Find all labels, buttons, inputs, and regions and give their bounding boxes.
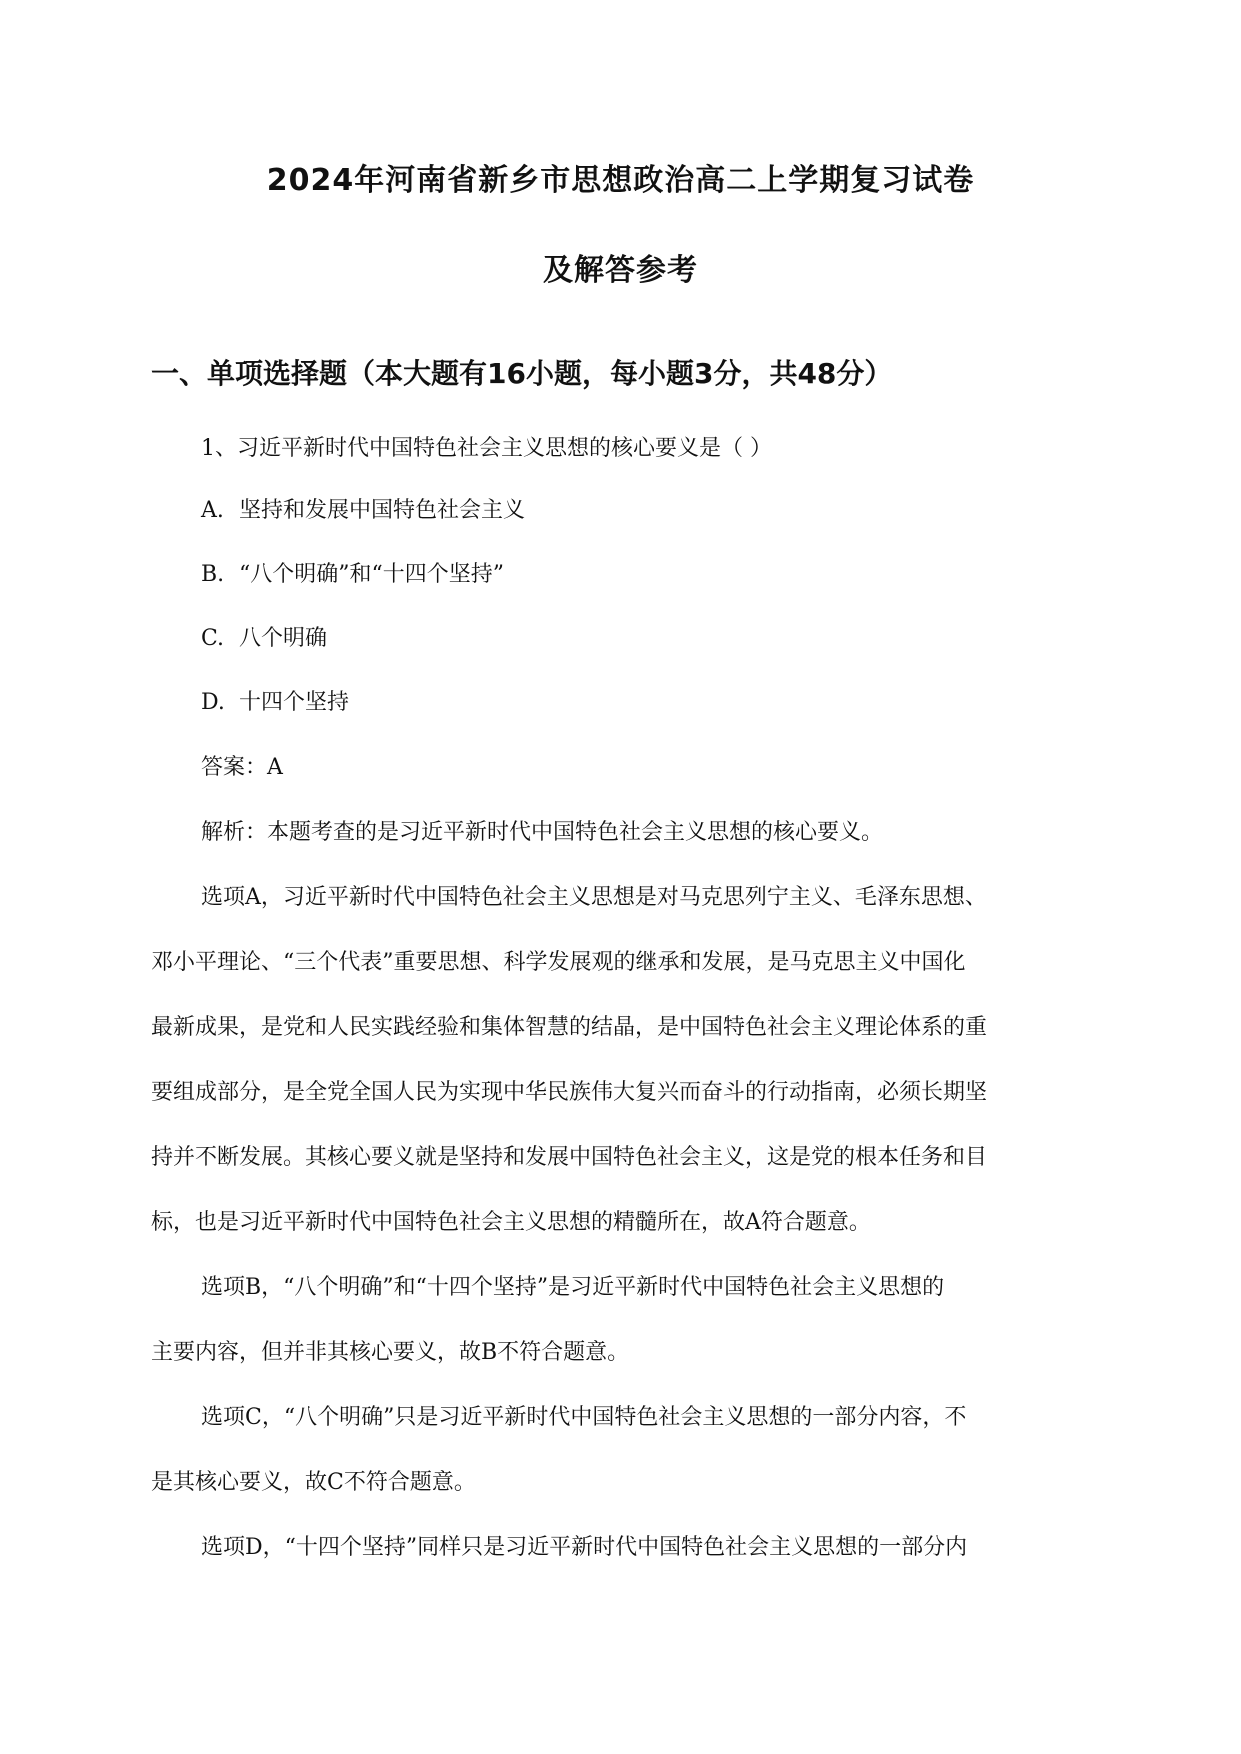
option-text: 十四个坚持	[239, 690, 350, 715]
analysis-line: 选项B，“八个明确”和“十四个坚持”是习近平新时代中国特色社会主义思想的	[201, 1275, 945, 1300]
option-c	[201, 624, 327, 654]
analysis-line: 选项A，习近平新时代中国特色社会主义思想是对马克思列宁主义、毛泽东思想、	[201, 885, 987, 910]
option-letter: D.	[201, 690, 225, 715]
option-b	[201, 560, 504, 590]
analysis-line: 选项C，“八个明确”只是习近平新时代中国特色社会主义思想的一部分内容，不	[201, 1405, 967, 1430]
analysis-line: 标，也是习近平新时代中国特色社会主义思想的精髓所在，故A符合题意。	[151, 1210, 871, 1235]
option-text: 八个明确	[239, 626, 328, 651]
option-letter: A.	[201, 498, 224, 523]
analysis-line: 主要内容，但并非其核心要义，故B不符合题意。	[151, 1340, 630, 1365]
analysis-line: 持并不断发展。其核心要义就是坚持和发展中国特色社会主义，这是党的根本任务和目	[151, 1145, 988, 1170]
document-subtitle: 及解答参考	[543, 253, 698, 288]
analysis-line: 邓小平理论、“三个代表”重要思想、科学发展观的继承和发展，是马克思主义中国化	[151, 950, 966, 975]
document-title: 2024年河南省新乡市思想政治高二上学期复习试卷	[266, 163, 975, 198]
option-text: 坚持和发展中国特色社会主义	[239, 498, 526, 523]
analysis-line: 是其核心要义，故C不符合题意。	[151, 1470, 476, 1495]
analysis-line: 选项D，“十四个坚持”同样只是习近平新时代中国特色社会主义思想的一部分内	[201, 1535, 968, 1560]
analysis-line: 要组成部分，是全党全国人民为实现中华民族伟大复兴而奋斗的行动指南，必须长期坚	[151, 1080, 988, 1105]
section-heading: 一、单项选择题（本大题有16小题，每小题3分，共48分）	[151, 357, 893, 390]
analysis-intro: 解析：本题考查的是习近平新时代中国特色社会主义思想的核心要义。	[201, 820, 884, 845]
option-text: “八个明确”和“十四个坚持”	[239, 562, 504, 587]
option-d	[201, 688, 349, 718]
question-stem: 1、习近平新时代中国特色社会主义思想的核心要义是（ ）	[201, 436, 772, 461]
answer-line: 答案：A	[201, 755, 283, 780]
option-a	[201, 496, 525, 526]
option-letter: C.	[201, 626, 225, 651]
analysis-line: 最新成果，是党和人民实践经验和集体智慧的结晶，是中国特色社会主义理论体系的重	[151, 1015, 988, 1040]
option-letter: B.	[201, 562, 225, 587]
